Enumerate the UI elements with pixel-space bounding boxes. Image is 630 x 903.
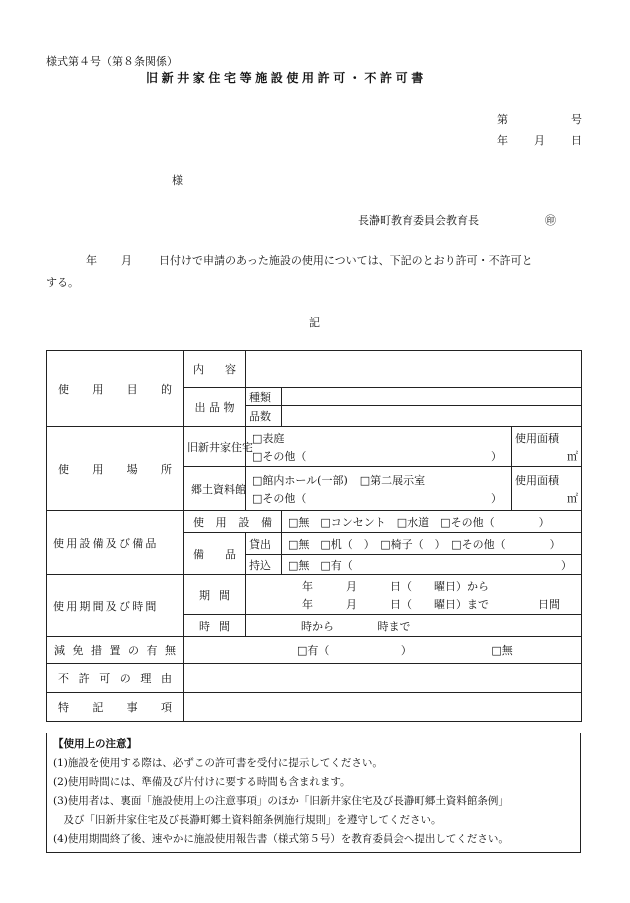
issuer-name: 長瀞町教育委員会教育長	[358, 214, 479, 227]
document-title: 旧新井家住宅等施設使用許可・不許可書	[146, 71, 427, 85]
date-month-label: 月	[534, 134, 545, 147]
permit-form-table	[46, 350, 582, 722]
exemption-label-cell: 減 免 措 置 の 有 無	[47, 637, 184, 664]
purpose-label-cell: 使 用 目 的	[47, 351, 184, 427]
house-opt-other[interactable]: □その他（	[252, 449, 307, 463]
kind-label: 種類	[246, 388, 282, 406]
purpose-content-label: 内 容	[184, 351, 246, 388]
count-field[interactable]	[282, 406, 582, 427]
date-day-label: 日	[571, 134, 582, 147]
exemption-field[interactable]: □有（ ） □無	[184, 637, 582, 664]
notes-heading: 【使用上の注意】	[53, 738, 137, 750]
period-from: 年 月 日（ 曜日）から	[302, 579, 489, 593]
kind-field[interactable]	[282, 388, 582, 406]
museum-opt-hall[interactable]: □館内ホール(一部)	[252, 473, 348, 487]
seal-mark: ㊞	[545, 214, 556, 227]
count-label: 品数	[246, 406, 282, 427]
house-label: 旧新井家住宅	[184, 427, 246, 467]
exemption-yes[interactable]: □有（	[297, 644, 330, 657]
house-options: □表庭 □その他（ ）	[246, 427, 512, 467]
addressee-suffix: 様	[172, 174, 183, 187]
facility-options[interactable]: □無 □コンセント □水道 □その他（ ）	[282, 511, 582, 533]
rental-label: 貸出	[246, 533, 282, 555]
note-item: (4)使用期間終了後、速やかに施設使用報告書（様式第５号）を教育委員会へ提出してください。	[53, 833, 509, 845]
note-item: (1)施設を使用する際は、必ずこの許可書を受付に提示してください。	[53, 757, 383, 769]
body-text-line2: する。	[46, 276, 79, 289]
body-year-label: 年	[86, 254, 97, 267]
usage-notes-box	[46, 733, 581, 853]
items-label: 備 品	[184, 533, 246, 575]
period-to: 年 月 日（ 曜日）まで	[302, 597, 489, 611]
remarks-label-cell: 特 記 事 項	[47, 693, 184, 722]
reason-label-cell: 不 許 可 の 理 由	[47, 664, 184, 693]
time-label: 時 間	[184, 615, 246, 637]
equipment-label-cell: 使用設備及び備品	[47, 511, 184, 575]
body-month-label: 月	[121, 254, 132, 267]
note-item: (2)使用時間には、準備及び片付けに要する時間も含まれます。	[53, 776, 351, 788]
note-item: 及び「旧新井家住宅及び長瀞町郷土資料館条例施行規則」を遵守してください。	[53, 814, 442, 826]
reason-field[interactable]	[184, 664, 582, 693]
museum-label: 郷 土 資 料 館	[184, 467, 246, 511]
house-opt-garden[interactable]: □表庭	[252, 431, 285, 445]
museum-opt-room2[interactable]: □第二展示室	[359, 473, 426, 487]
period-label: 期 間	[184, 575, 246, 615]
house-area-cell[interactable]: 使用面積 ㎡	[512, 427, 582, 467]
bring-label: 持込	[246, 555, 282, 575]
place-label-cell: 使 用 場 所	[47, 427, 184, 511]
body-text-line1: 日付けで申請のあった施設の使用については、下記のとおり許可・不許可と	[159, 254, 533, 267]
bring-options[interactable]: □無 □有（ ）	[282, 555, 582, 575]
exemption-no[interactable]: □無	[491, 644, 513, 657]
period-field[interactable]	[246, 575, 582, 615]
period-days: 日間	[538, 597, 561, 611]
museum-opt-other[interactable]: □その他（	[252, 491, 307, 505]
date-year-label: 年	[497, 134, 508, 147]
period-label-cell: 使用期間及び時間	[47, 575, 184, 637]
facility-label: 使 用 設 備	[184, 511, 282, 533]
museum-options: □館内ホール(一部) □第二展示室 □その他（ ）	[246, 467, 512, 511]
rental-options[interactable]: □無 □机（ ） □椅子（ ） □その他（ ）	[282, 533, 582, 555]
note-item: (3)使用者は、裏面「施設使用上の注意事項」のほか「旧新井家住宅及び長瀞町郷土資料館条例」	[53, 795, 509, 807]
purpose-content-field[interactable]	[246, 351, 582, 388]
remarks-field[interactable]	[184, 693, 582, 722]
museum-area-cell[interactable]: 使用面積 ㎡	[512, 467, 582, 511]
number-label-go: 号	[571, 113, 582, 126]
time-field[interactable]: 時から 時まで	[246, 615, 582, 637]
number-label-dai: 第	[497, 113, 508, 126]
ki-label: 記	[309, 316, 320, 329]
exhibit-label: 出 品 物	[184, 388, 246, 427]
form-number: 様式第４号（第８条関係）	[46, 55, 178, 68]
